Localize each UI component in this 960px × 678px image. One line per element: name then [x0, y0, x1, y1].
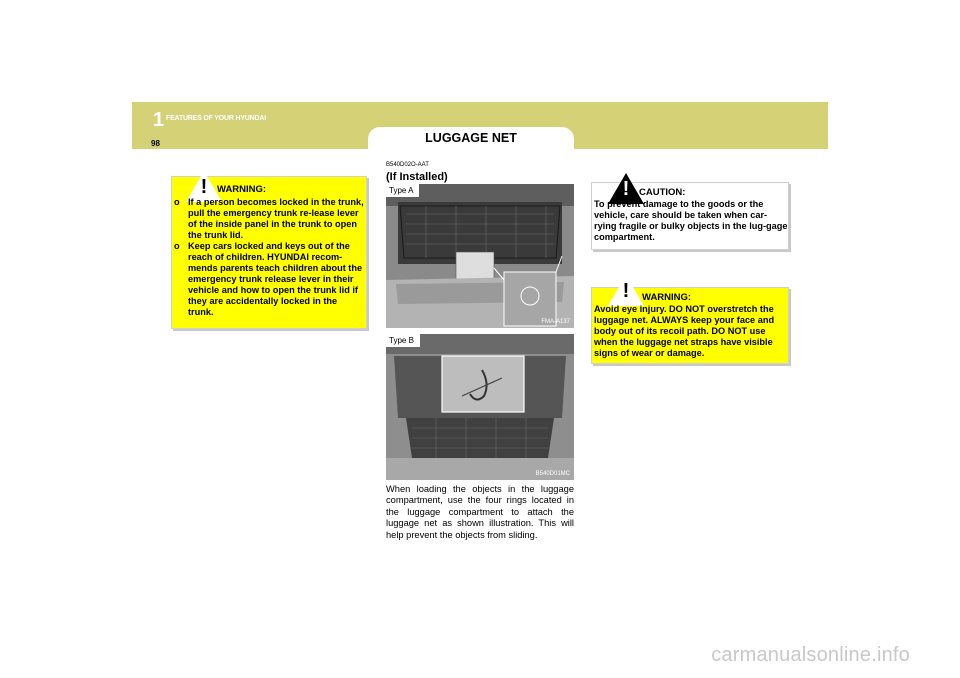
photo-label: Type B [386, 334, 420, 347]
warning-box-right [591, 280, 789, 364]
caution-body: To prevent damage to the goods or the vehicle, care should be taken when car-rying fragile or bulky objects in the lug-gage compartment. [594, 199, 788, 242]
page-number: 98 [151, 139, 160, 148]
exclamation-icon: ! [200, 176, 208, 198]
photo-label: Type A [386, 184, 419, 197]
watermark: carmanualsonline.info [711, 644, 910, 666]
photo-code: B540D01MC [535, 471, 570, 477]
warning-box-left [171, 176, 367, 329]
section-title: LUGGAGE NET [425, 131, 517, 145]
warning-heading: WARNING: [642, 292, 692, 303]
exclamation-icon: ! [622, 178, 630, 200]
body-paragraph: When loading the objects in the luggage compartment, use the four rings located in the luggage compartment to attach the luggage net as shown illustration. This will help prevent the objects from sliding. [386, 484, 574, 540]
section-code: B540D02O-AAT [386, 162, 429, 168]
warning-heading: WARNING: [217, 184, 267, 195]
warning-body [174, 197, 364, 318]
caution-box [591, 178, 789, 250]
photo-type-b [386, 334, 574, 480]
chapter-title: FEATURES OF YOUR HYUNDAI [166, 115, 266, 122]
warning-item: o Keep cars locked and keys out of the reach of children. HYUNDAI recom-mends parents teach children about the emergency trunk release lever in their vehicle and how to open the trunk lid if they are accidentally locked in the trunk. [174, 241, 363, 317]
warning-body: Avoid eye injury. DO NOT overstretch the luggage net. ALWAYS keep your face and body out of its recoil path. DO NOT use when the luggage net straps have visible signs of wear or damage. [594, 304, 775, 358]
caution-heading: CAUTION: [639, 187, 686, 198]
photo-type-a [386, 184, 574, 328]
exclamation-icon: ! [622, 280, 630, 302]
trunk-net-illustration-b [386, 334, 574, 480]
photo-code: FMA-A137 [541, 319, 570, 325]
warning-item: o If a person becomes locked in the trunk, pull the emergency trunk re-lease lever of the inside panel in the trunk to open the trunk lid. [174, 197, 364, 240]
subheading: (If Installed) [386, 171, 448, 183]
chapter-number: 1 [153, 109, 165, 131]
trunk-net-illustration-a [386, 184, 574, 328]
